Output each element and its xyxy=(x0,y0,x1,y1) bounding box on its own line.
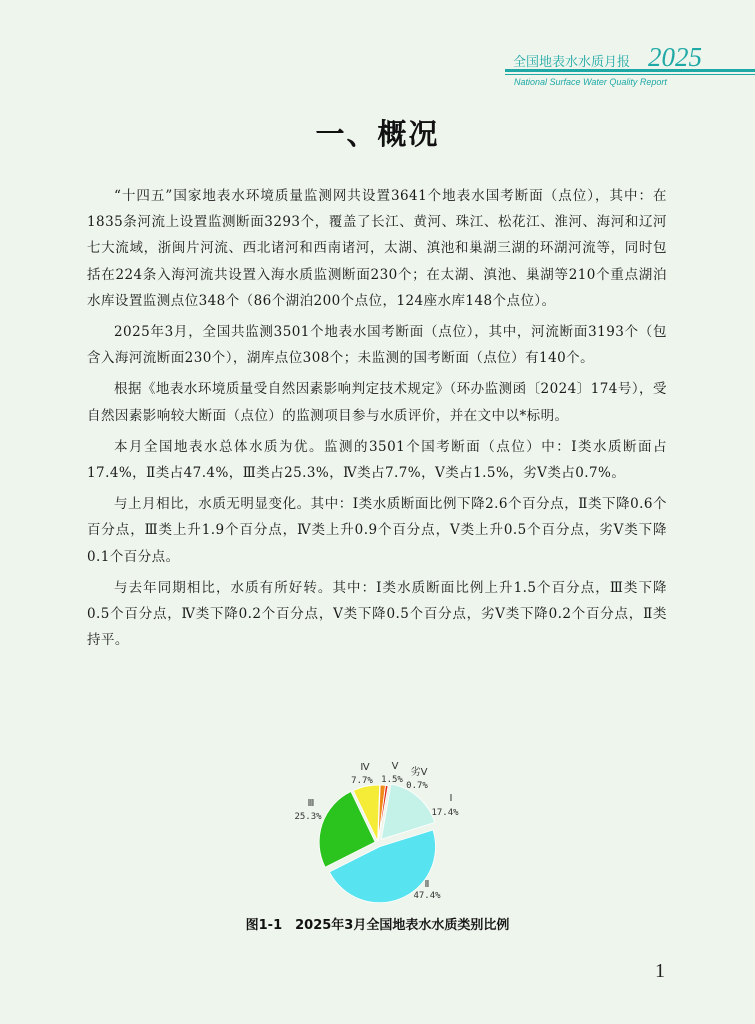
report-subtitle: National Surface Water Quality Report xyxy=(514,77,667,87)
pie-value-label-6: 0.7% xyxy=(406,781,428,791)
section-title: 一、概况 xyxy=(315,117,440,151)
pie-value-label-2: 47.4% xyxy=(413,891,441,901)
pie-category-label-3: Ⅲ xyxy=(307,798,315,809)
paragraph-overall-quality: 本月全国地表水总体水质为优。监测的3501个国考断面（点位）中：Ⅰ类水质断面占17.4%，Ⅱ类占47.4%，Ⅲ类占25.3%，Ⅳ类占7.7%，Ⅴ类占1.5%，劣Ⅴ类占0.7%。 xyxy=(87,438,667,482)
pie-category-label-5: Ⅴ xyxy=(391,761,399,772)
pie-value-label-1: 17.4% xyxy=(431,808,459,818)
pie-category-label-6: 劣Ⅴ xyxy=(410,767,428,778)
report-title: 全国地表水水质月报 xyxy=(513,55,631,70)
pie-chart xyxy=(280,755,480,903)
paragraph-month-compare: 与上月相比，水质无明显变化。其中：Ⅰ类水质断面比例下降2.6个百分点，Ⅱ类下降0.6个百分点，Ⅲ类上升1.9个百分点，Ⅳ类上升0.9个百分点，Ⅴ类上升0.5个百分点，劣Ⅴ类下降0.1个百分点。 xyxy=(87,496,667,565)
pie-value-label-5: 1.5% xyxy=(381,775,403,785)
paragraph-network: “十四五”国家地表水环境质量监测网共设置3641个地表水国考断面（点位），其中：在1835条河流上设置监测断面3293个，覆盖了长江、黄河、珠江、松花江、淮河、海河和辽河七大流域，浙闽片河流、西北诸河和西南诸河，太湖、滇池和巢湖三湖的环湖河流等，同时包括在224条入海河流共设置入海水质监测断面230个；在太湖、滇池、巢湖等210个重点湖泊水库设置监测点位348个（86个湖泊200个点位，124座水库148个点位）。 xyxy=(87,188,667,309)
pie-value-label-4: 7.7% xyxy=(351,776,373,786)
pie-chart-svg xyxy=(280,755,480,903)
pie-category-label-1: Ⅰ xyxy=(449,793,453,804)
figure-caption: 图1-1 2025年3月全国地表水水质类别比例 xyxy=(245,918,510,933)
pie-category-label-4: Ⅳ xyxy=(360,762,370,773)
report-year: 2025 xyxy=(648,42,702,72)
paragraph-monitoring: 2025年3月，全国共监测3501个地表水国考断面（点位），其中，河流断面3193个（包含入海河流断面230个），湖库点位308个；未监测的国考断面（点位）有140个。 xyxy=(87,324,667,367)
header-rule-thin xyxy=(505,74,755,75)
paragraph-year-compare: 与去年同期相比，水质有所好转。其中：Ⅰ类水质断面比例上升1.5个百分点，Ⅲ类下降0.5个百分点，Ⅳ类下降0.2个百分点，Ⅴ类下降0.5个百分点，劣Ⅴ类下降0.2个百分点，Ⅱ类持平。 xyxy=(87,579,667,649)
pie-category-label-2: Ⅱ xyxy=(424,879,430,890)
body-text xyxy=(87,183,667,658)
pie-value-label-3: 25.3% xyxy=(294,812,322,822)
pie-slice-1 xyxy=(381,784,434,839)
paragraph-regulation: 根据《地表水环境质量受自然因素影响判定技术规定》（环办监测函〔2024〕174号），受自然因素影响较大断面（点位）的监测项目参与水质评价，并在文中以*标明。 xyxy=(87,381,667,424)
page-number: 1 xyxy=(655,960,665,982)
